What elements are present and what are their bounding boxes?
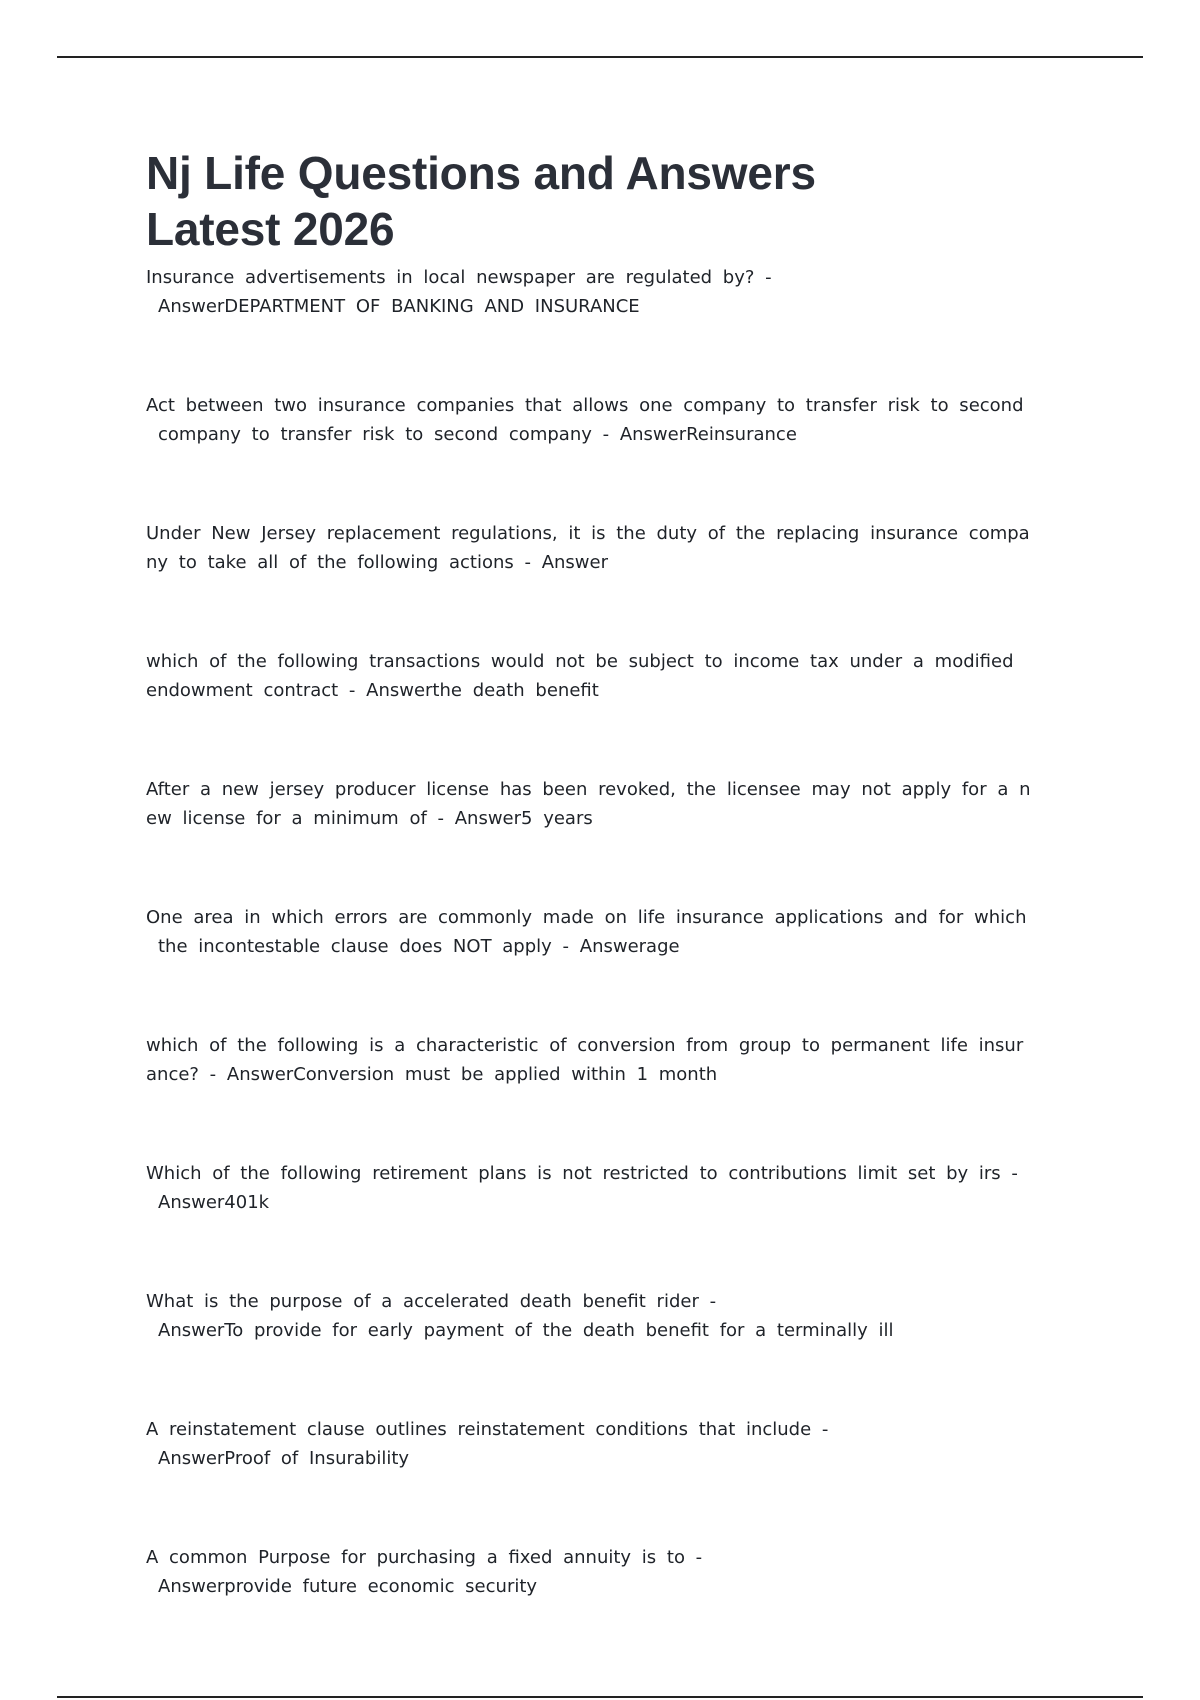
answer-text: Answer401k bbox=[158, 1192, 270, 1213]
answer-text: ew license for a minimum of - Answer5 years bbox=[146, 808, 593, 829]
question-text: Insurance advertisements in local newspaper are regulated by? - bbox=[146, 267, 772, 288]
qa-item bbox=[146, 775, 1051, 833]
question-text: After a new jersey producer license has been revoked, the licensee may not apply for a n bbox=[146, 779, 1031, 800]
answer-text: endowment contract - Answerthe death benefit bbox=[146, 680, 599, 701]
qa-item bbox=[146, 1287, 1051, 1345]
qa-item bbox=[146, 263, 1051, 321]
answer-text: company to transfer risk to second company - AnswerReinsurance bbox=[158, 424, 797, 445]
answer-text: ny to take all of the following actions - Answer bbox=[146, 552, 608, 573]
question-text: Which of the following retirement plans is not restricted to contributions limit set by irs - bbox=[146, 1163, 1018, 1184]
question-text: A common Purpose for purchasing a fixed annuity is to - bbox=[146, 1547, 703, 1568]
question-text: One area in which errors are commonly made on life insurance applications and for which bbox=[146, 907, 1027, 928]
answer-text: ance? - AnswerConversion must be applied within 1 month bbox=[146, 1064, 718, 1085]
answer-text: AnswerDEPARTMENT OF BANKING AND INSURANCE bbox=[158, 296, 640, 317]
answer-text: Answerprovide future economic security bbox=[158, 1576, 538, 1597]
qa-item bbox=[146, 1543, 1051, 1601]
answer-text: AnswerProof of Insurability bbox=[158, 1448, 410, 1469]
qa-item bbox=[146, 519, 1051, 577]
document-title bbox=[146, 145, 1051, 257]
qa-item bbox=[146, 1159, 1051, 1217]
qa-item bbox=[146, 903, 1051, 961]
qa-list bbox=[146, 263, 1051, 1601]
question-text: which of the following transactions would not be subject to income tax under a modified bbox=[146, 651, 1014, 672]
qa-item bbox=[146, 391, 1051, 449]
document-content bbox=[146, 145, 1051, 1671]
question-text: Under New Jersey replacement regulations, it is the duty of the replacing insurance compa bbox=[146, 523, 1030, 544]
qa-item bbox=[146, 647, 1051, 705]
answer-text: AnswerTo provide for early payment of the death benefit for a terminally ill bbox=[158, 1320, 894, 1341]
bottom-divider bbox=[57, 1696, 1143, 1698]
top-divider bbox=[57, 56, 1143, 58]
qa-item bbox=[146, 1415, 1051, 1473]
title-line-1: Nj Life Questions and Answers bbox=[146, 147, 816, 199]
title-line-2: Latest 2026 bbox=[146, 203, 395, 255]
question-text: Act between two insurance companies that allows one company to transfer risk to second bbox=[146, 395, 1024, 416]
question-text: which of the following is a characteristic of conversion from group to permanent life insur bbox=[146, 1035, 1024, 1056]
question-text: What is the purpose of a accelerated death benefit rider - bbox=[146, 1291, 717, 1312]
question-text: A reinstatement clause outlines reinstatement conditions that include - bbox=[146, 1419, 829, 1440]
answer-text: the incontestable clause does NOT apply - Answerage bbox=[158, 936, 680, 957]
qa-item bbox=[146, 1031, 1051, 1089]
